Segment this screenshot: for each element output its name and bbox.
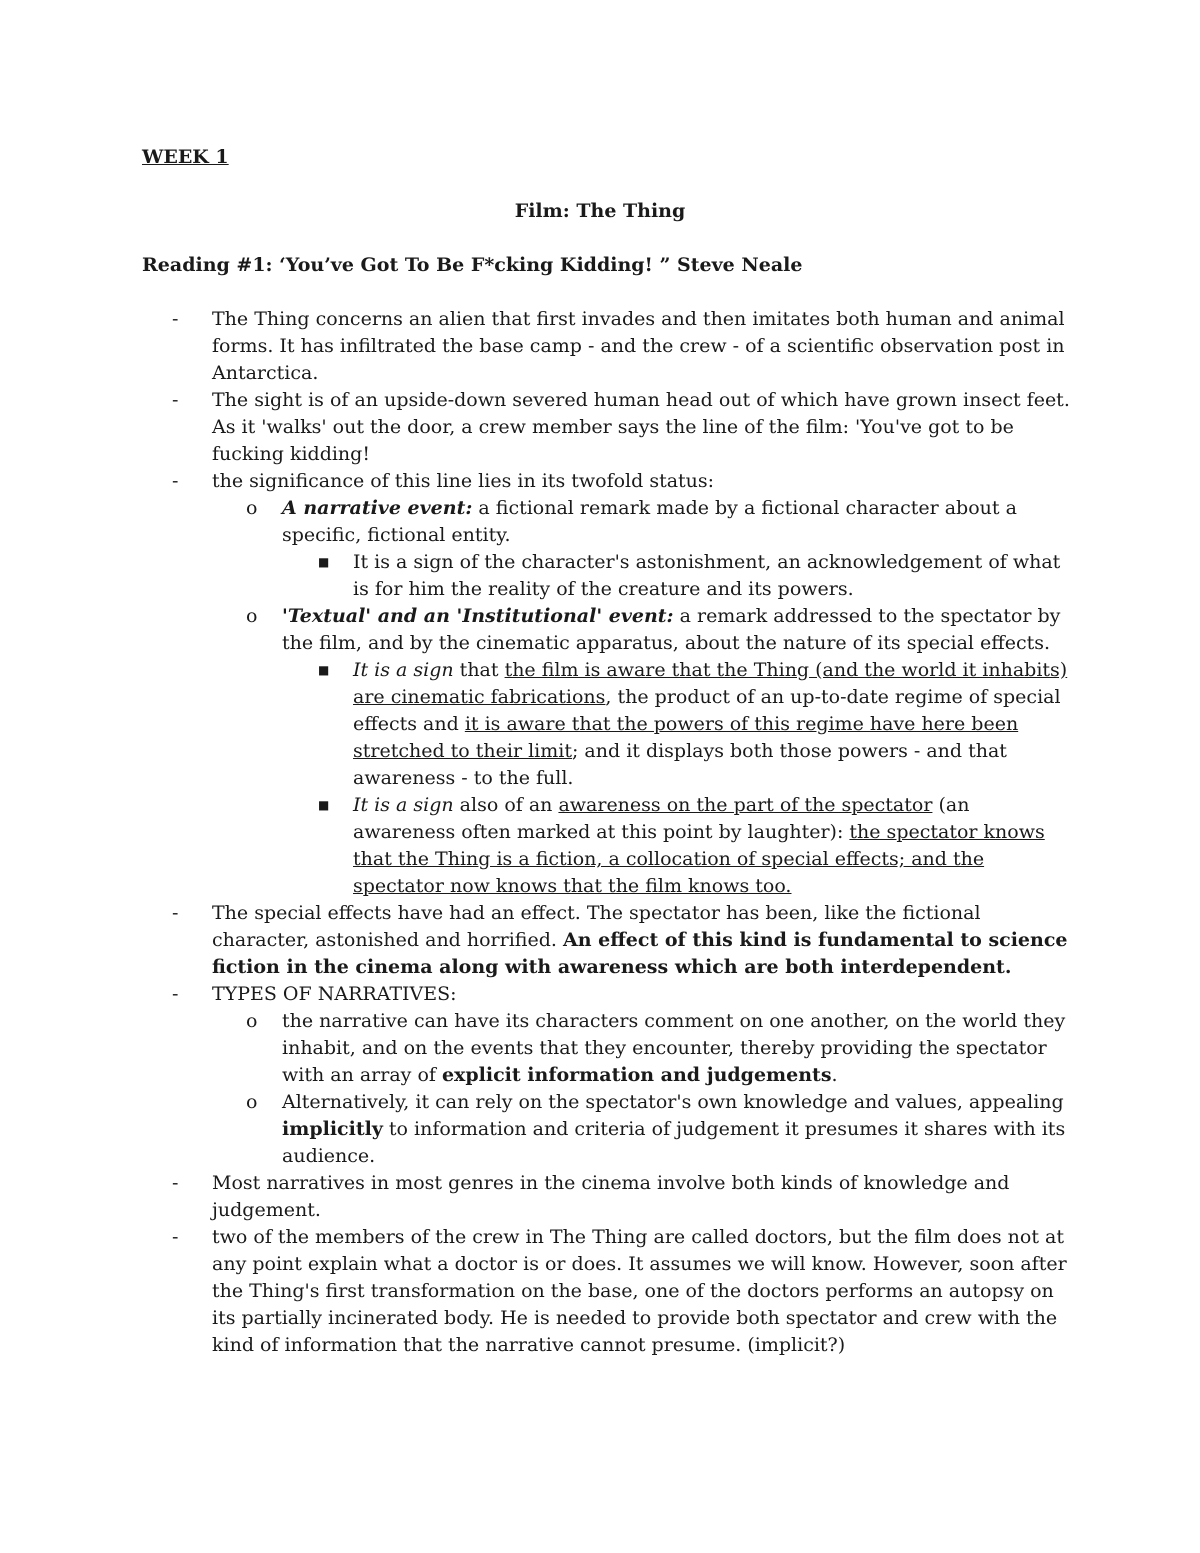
bullet-text: two of the members of the crew in The Thing are called doctors, but the film does not at any point explain what a doctor is or does. It assumes we will know. However, soon after the Thing's first transformation on the base, one of the doctors performs an autopsy on its partially incinerated body. He is needed to provide both spectator and crew with the kind of information that the narrative cannot presume. (implicit?) — [212, 1226, 1067, 1356]
detail-text: (an awareness often marked at this point by laughter): — [353, 794, 970, 843]
circle-marker: o — [246, 1010, 258, 1032]
bold-text: implicitly — [282, 1118, 383, 1140]
dash-marker: - — [172, 389, 179, 411]
square-marker: ■ — [318, 798, 330, 812]
underlined-text: the film is aware that the Thing (and the world it inhabits) are cinematic fabrications — [353, 659, 1068, 708]
dash-marker: - — [172, 308, 179, 330]
square-marker: ■ — [318, 663, 330, 677]
detail-text: ; and it displays both those powers - and that awareness - to the full. — [353, 740, 1007, 789]
detail-astonishment — [142, 549, 1072, 603]
institutional-event-label: 'Textual' and an 'Institutional' event: — [282, 605, 674, 627]
bullet-severed-head — [142, 387, 1072, 468]
subbullet-text: the narrative can have its characters comment on one another, on the world they inhabit, and on the events that they encounter, thereby providing the spectator with an array of — [282, 1010, 1066, 1086]
bullet-most-narratives — [142, 1170, 1072, 1224]
bullet-text: Most narratives in most genres in the cinema involve both kinds of knowledge and judgement. — [212, 1172, 1010, 1221]
bullet-alien-forms — [142, 306, 1072, 387]
film-title: Film: The Thing — [514, 200, 686, 222]
detail-text: , the product of an up-to-date regime of special effects and — [353, 686, 1061, 735]
dash-marker: - — [172, 1172, 179, 1194]
subbullet-text: Alternatively, it can rely on the spectator's own knowledge and values, appealing — [282, 1091, 1064, 1113]
sign-phrase: It is a sign — [353, 794, 454, 816]
bullet-text: The Thing concerns an alien that first invades and then imitates both human and animal forms. It has infiltrated the base camp - and the crew - of a scientific observation post in Antarctica. — [212, 308, 1065, 384]
subbullet-explicit — [142, 1008, 1072, 1089]
subbullet-institutional-event — [142, 603, 1072, 657]
dash-marker: - — [172, 470, 179, 492]
bullet-significance — [142, 468, 1072, 495]
subbullet-implicit — [142, 1089, 1072, 1170]
bullet-text: TYPES OF NARRATIVES: — [212, 983, 457, 1005]
dash-marker: - — [172, 1226, 179, 1248]
bullet-text: the significance of this line lies in its twofold status: — [212, 470, 715, 492]
detail-text: that — [453, 659, 505, 681]
bullet-types-of-narratives — [142, 981, 1072, 1008]
bullet-text: The sight is of an upside-down severed human head out of which have grown insect feet. As it 'walks' out the door, a crew member says the line of the film: 'You've got to be fucking kidding! — [212, 389, 1070, 465]
detail-text: It is a sign of the character's astonishment, an acknowledgement of what is for him the reality of the creature and its powers. — [353, 551, 1061, 600]
subbullet-text: a fictional remark made by a fictional character about a specific, fictional entity. — [282, 497, 1017, 546]
underlined-text: it is aware that the powers of this regime have here been stretched to their limit — [353, 713, 1019, 762]
bullet-text: The special effects have had an effect. The spectator has been, like the fictional character, astonished and horrified. — [212, 902, 981, 951]
subbullet-text: to information and criteria of judgement it presumes it shares with its audience. — [282, 1118, 1066, 1167]
subbullet-text: a remark addressed to the spectator by the film, and by the cinematic apparatus, about the nature of its special effects. — [282, 605, 1061, 654]
detail-spectator-aware — [142, 792, 1072, 900]
bold-text: explicit information and judgements — [441, 1064, 832, 1086]
dash-marker: - — [172, 902, 179, 924]
detail-film-aware — [142, 657, 1072, 792]
circle-marker: o — [246, 497, 258, 519]
sign-phrase: It is a sign — [353, 659, 454, 681]
week-heading: WEEK 1 — [142, 146, 229, 168]
bold-text: An effect of this kind is fundamental to science fiction in the cinema along with awareness which are both interdependent. — [212, 929, 1068, 978]
dash-marker: - — [172, 983, 179, 1005]
circle-marker: o — [246, 1091, 258, 1113]
square-marker: ■ — [318, 555, 330, 569]
underlined-text: awareness on the part of the spectator — [558, 794, 933, 816]
circle-marker: o — [246, 605, 258, 627]
reading-heading: Reading #1: ‘You’ve Got To Be F*cking Kidding! ” Steve Neale — [142, 254, 803, 276]
notes-list — [142, 306, 1072, 1359]
underlined-text: the spectator knows that the Thing is a fiction, a collocation of special effects; and the spectator now knows that the film knows too. — [353, 821, 1045, 897]
subbullet-narrative-event — [142, 495, 1072, 549]
bullet-doctors — [142, 1224, 1072, 1359]
detail-text: also of an — [453, 794, 559, 816]
narrative-event-label: A narrative event: — [282, 497, 473, 519]
subbullet-text: . — [831, 1064, 838, 1086]
bullet-special-effects — [142, 900, 1072, 981]
